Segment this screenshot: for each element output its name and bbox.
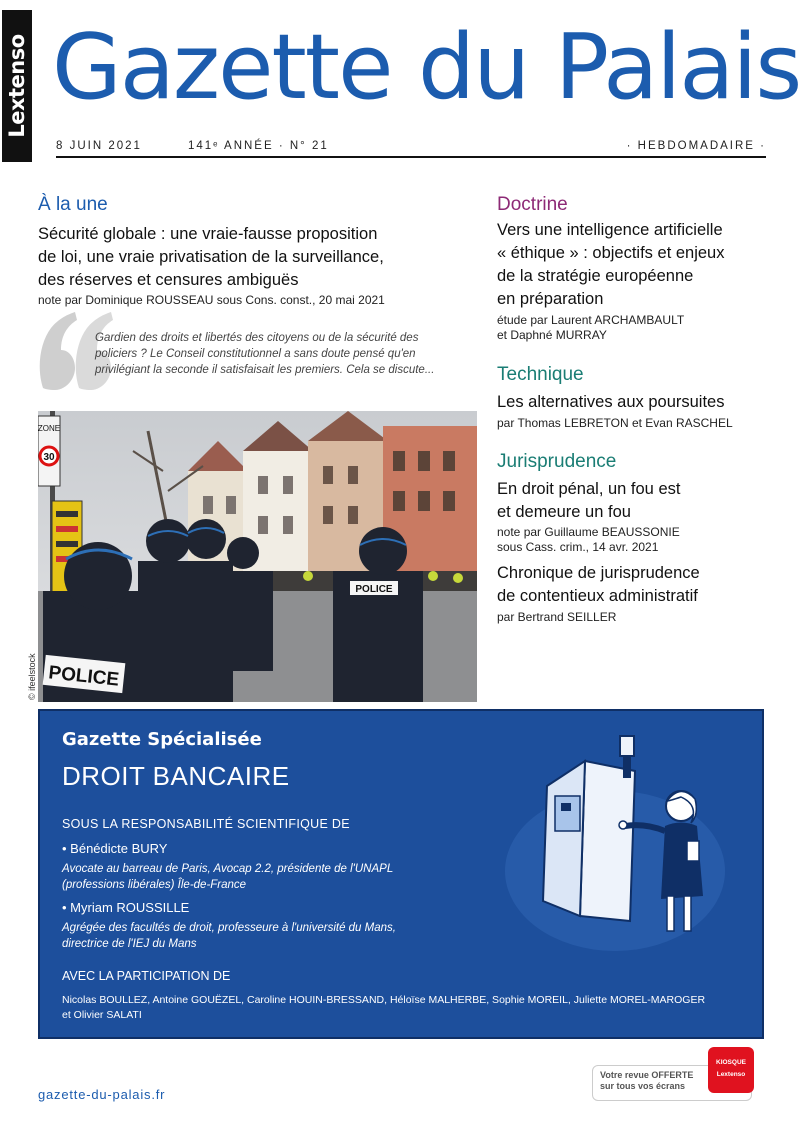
police-photo — [38, 411, 477, 702]
juris-title-line: et demeure un fou — [497, 503, 631, 521]
section-jurisprudence: Jurisprudence — [497, 451, 617, 472]
participants-list — [62, 993, 722, 1023]
byline-line: et Daphné MURRAY — [497, 328, 607, 342]
desc-line: Avocate au barreau de Paris, Avocap 2.2, présidente de l'UNAPL — [62, 863, 394, 875]
section-a-la-une: À la une — [38, 194, 108, 215]
quote-line: policiers ? Le Conseil constitutionnel a sans doute pensé qu'en — [95, 348, 416, 360]
banking-illustration — [495, 731, 745, 961]
desc-line: (professions libérales) Île-de-France — [62, 879, 247, 891]
juris-title-line: Chronique de jurisprudence — [497, 564, 700, 582]
juris-title-line: En droit pénal, un fou est — [497, 480, 681, 498]
special-title: Gazette Spécialisée — [62, 729, 262, 750]
une-byline: note par Dominique ROUSSEAU sous Cons. const., 20 mai 2021 — [38, 293, 385, 307]
kiosk-label: KIOSQUE — [716, 1059, 746, 1066]
police-label-left: POLICE — [47, 662, 121, 691]
jurisprudence-article1-byline — [497, 525, 680, 555]
issue-date: 8 JUIN 2021 — [56, 140, 142, 152]
doctrine-title-line: Vers une intelligence artificielle — [497, 221, 723, 239]
photo-credit: © ifeelstock — [27, 653, 37, 700]
special-participation: AVEC LA PARTICIPATION DE — [62, 969, 231, 983]
masthead-title: Gazette du Palais — [52, 15, 801, 120]
issue-number: 141ᵉ ANNÉE · N° 21 — [188, 140, 329, 152]
quote-line: privilégiant la seconde il satisfaisait les premiers. Cela se discute... — [95, 364, 435, 376]
lextenso-logo — [2, 10, 32, 162]
une-title-line: de loi, une vraie privatisation de la surveillance, — [38, 248, 384, 266]
person-name: • Myriam ROUSSILLE — [62, 900, 190, 915]
special-edition-box[interactable] — [38, 709, 764, 1039]
promo-line: Votre revue OFFERTE — [600, 1070, 694, 1080]
kiosk-brand: Lextenso — [716, 1071, 746, 1078]
person-name: • Bénédicte BURY — [62, 841, 168, 856]
desc-line: Agrégée des facultés de droit, professeure à l'université du Mans, — [62, 922, 396, 934]
byline-line: sous Cass. crim., 14 avr. 2021 — [497, 540, 659, 554]
doctrine-title-line: en préparation — [497, 290, 604, 308]
jurisprudence-article2-byline: par Bertrand SEILLER — [497, 610, 617, 624]
doctrine-article-title[interactable] — [497, 219, 767, 311]
kiosk-promo[interactable] — [592, 1047, 760, 1102]
participants-line: et Olivier SALATI — [62, 1009, 142, 1021]
website-link[interactable]: gazette-du-palais.fr — [38, 1087, 166, 1102]
technique-article-title[interactable]: Les alternatives aux poursuites — [497, 393, 725, 411]
sign-speed: 30 — [43, 452, 55, 463]
technique-byline: par Thomas LEBRETON et Evan RASCHEL — [497, 416, 733, 430]
kiosk-promo-text — [600, 1070, 693, 1092]
doctrine-title-line: de la stratégie européenne — [497, 267, 694, 285]
une-title-line: des réserves et censures ambiguës — [38, 271, 299, 289]
issue-bar — [56, 140, 766, 158]
police-label-right: POLICE — [355, 584, 393, 595]
kiosk-badge[interactable] — [708, 1047, 754, 1093]
byline-line: étude par Laurent ARCHAMBAULT — [497, 313, 685, 327]
promo-line: sur tous vos écrans — [600, 1081, 686, 1091]
desc-line: directrice de l'IEJ du Mans — [62, 938, 197, 950]
participants-line: Nicolas BOULLEZ, Antoine GOUËZEL, Caroline HOUIN-BRESSAND, Héloïse MALHERBE, Sophie MOREIL, Juliette MOREL-MAROGER — [62, 994, 706, 1006]
doctrine-byline — [497, 313, 684, 343]
person-desc — [62, 861, 462, 893]
special-responsibility: SOUS LA RESPONSABILITÉ SCIENTIFIQUE DE — [62, 817, 350, 831]
section-doctrine: Doctrine — [497, 194, 568, 215]
juris-title-line: de contentieux administratif — [497, 587, 698, 605]
une-article-title[interactable] — [38, 223, 478, 292]
police-photo-illustration — [38, 411, 477, 702]
jurisprudence-article1-title[interactable] — [497, 478, 680, 524]
quote-line: Gardien des droits et libertés des citoyens ou de la sécurité des — [95, 332, 419, 344]
une-title-line: Sécurité globale : une vraie-fausse proposition — [38, 225, 378, 243]
doctrine-title-line: « éthique » : objectifs et enjeux — [497, 244, 725, 262]
issue-frequency: · HEBDOMADAIRE · — [626, 140, 766, 152]
jurisprudence-article2-title[interactable] — [497, 562, 700, 608]
sign-zone: ZONE — [38, 424, 61, 433]
byline-line: note par Guillaume BEAUSSONIE — [497, 525, 680, 539]
une-quote — [95, 330, 467, 378]
special-subject: DROIT BANCAIRE — [62, 761, 290, 791]
section-technique: Technique — [497, 364, 584, 385]
person-desc — [62, 920, 462, 952]
lextenso-logo-text: Lextenso — [5, 34, 29, 138]
